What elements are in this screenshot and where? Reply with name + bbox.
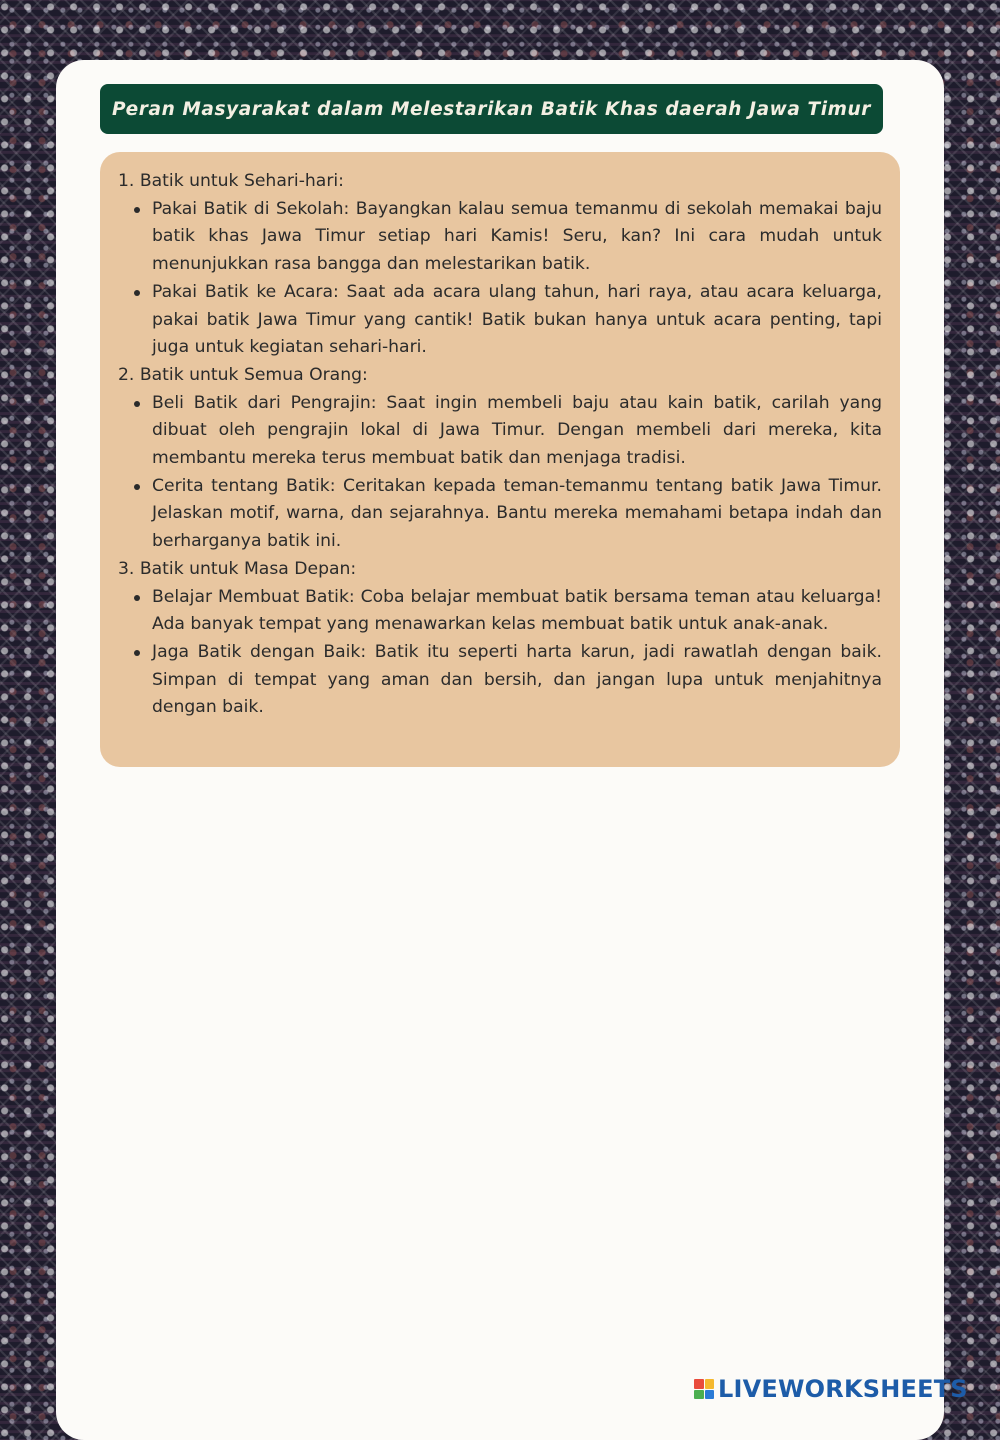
liveworksheets-logo-icon	[694, 1379, 714, 1399]
section-heading: 3. Batik untuk Masa Depan:	[118, 558, 357, 579]
section-heading: 2. Batik untuk Semua Orang:	[118, 364, 368, 385]
bullet-list	[118, 196, 882, 362]
content-box	[100, 152, 900, 767]
section-2	[118, 362, 882, 556]
bullet-list	[118, 390, 882, 556]
section-heading: 1. Batik untuk Sehari-hari:	[118, 171, 344, 191]
list-item: Pakai Batik di Sekolah: Bayangkan kalau semua temanmu di sekolah memakai baju batik khas Jawa Timur setiap hari Kamis! Seru, kan? Ini cara mudah untuk menunjukkan rasa bangga dan melestarikan batik.	[152, 196, 882, 279]
list-item: Belajar Membuat Batik: Coba belajar membuat batik bersama teman atau keluarga! Ada banyak tempat yang menawarkan kelas membuat batik untuk anak-anak.	[152, 584, 882, 639]
list-item: Beli Batik dari Pengrajin: Saat ingin membeli baju atau kain batik, carilah yang dibuat oleh pengrajin lokal di Jawa Timur. Dengan membeli dari mereka, kita membantu mereka terus membuat batik dan menjaga tradisi.	[152, 390, 882, 473]
section-1	[118, 168, 882, 362]
bullet-list	[118, 584, 882, 723]
liveworksheets-logo-text: LIVEWORKSHEETS	[718, 1375, 968, 1403]
page-title: Peran Masyarakat dalam Melestarikan Batik Khas daerah Jawa Timur	[111, 98, 872, 120]
list-item: Pakai Batik ke Acara: Saat ada acara ulang tahun, hari raya, atau acara keluarga, pakai batik Jawa Timur yang cantik! Batik bukan hanya untuk acara penting, tapi juga untuk kegiatan sehari-hari.	[152, 279, 882, 362]
title-banner	[100, 84, 883, 134]
list-item: Cerita tentang Batik: Ceritakan kepada teman-temanmu tentang batik Jawa Timur. Jelaskan motif, warna, dan sejarahnya. Bantu mereka memahami betapa indah dan berharganya batik ini.	[152, 473, 882, 556]
liveworksheets-logo	[694, 1377, 968, 1401]
section-3	[118, 556, 882, 722]
list-item: Jaga Batik dengan Baik: Batik itu seperti harta karun, jadi rawatlah dengan baik. Simpan di tempat yang aman dan bersih, dan jangan lupa untuk menjahitnya dengan baik.	[152, 639, 882, 722]
